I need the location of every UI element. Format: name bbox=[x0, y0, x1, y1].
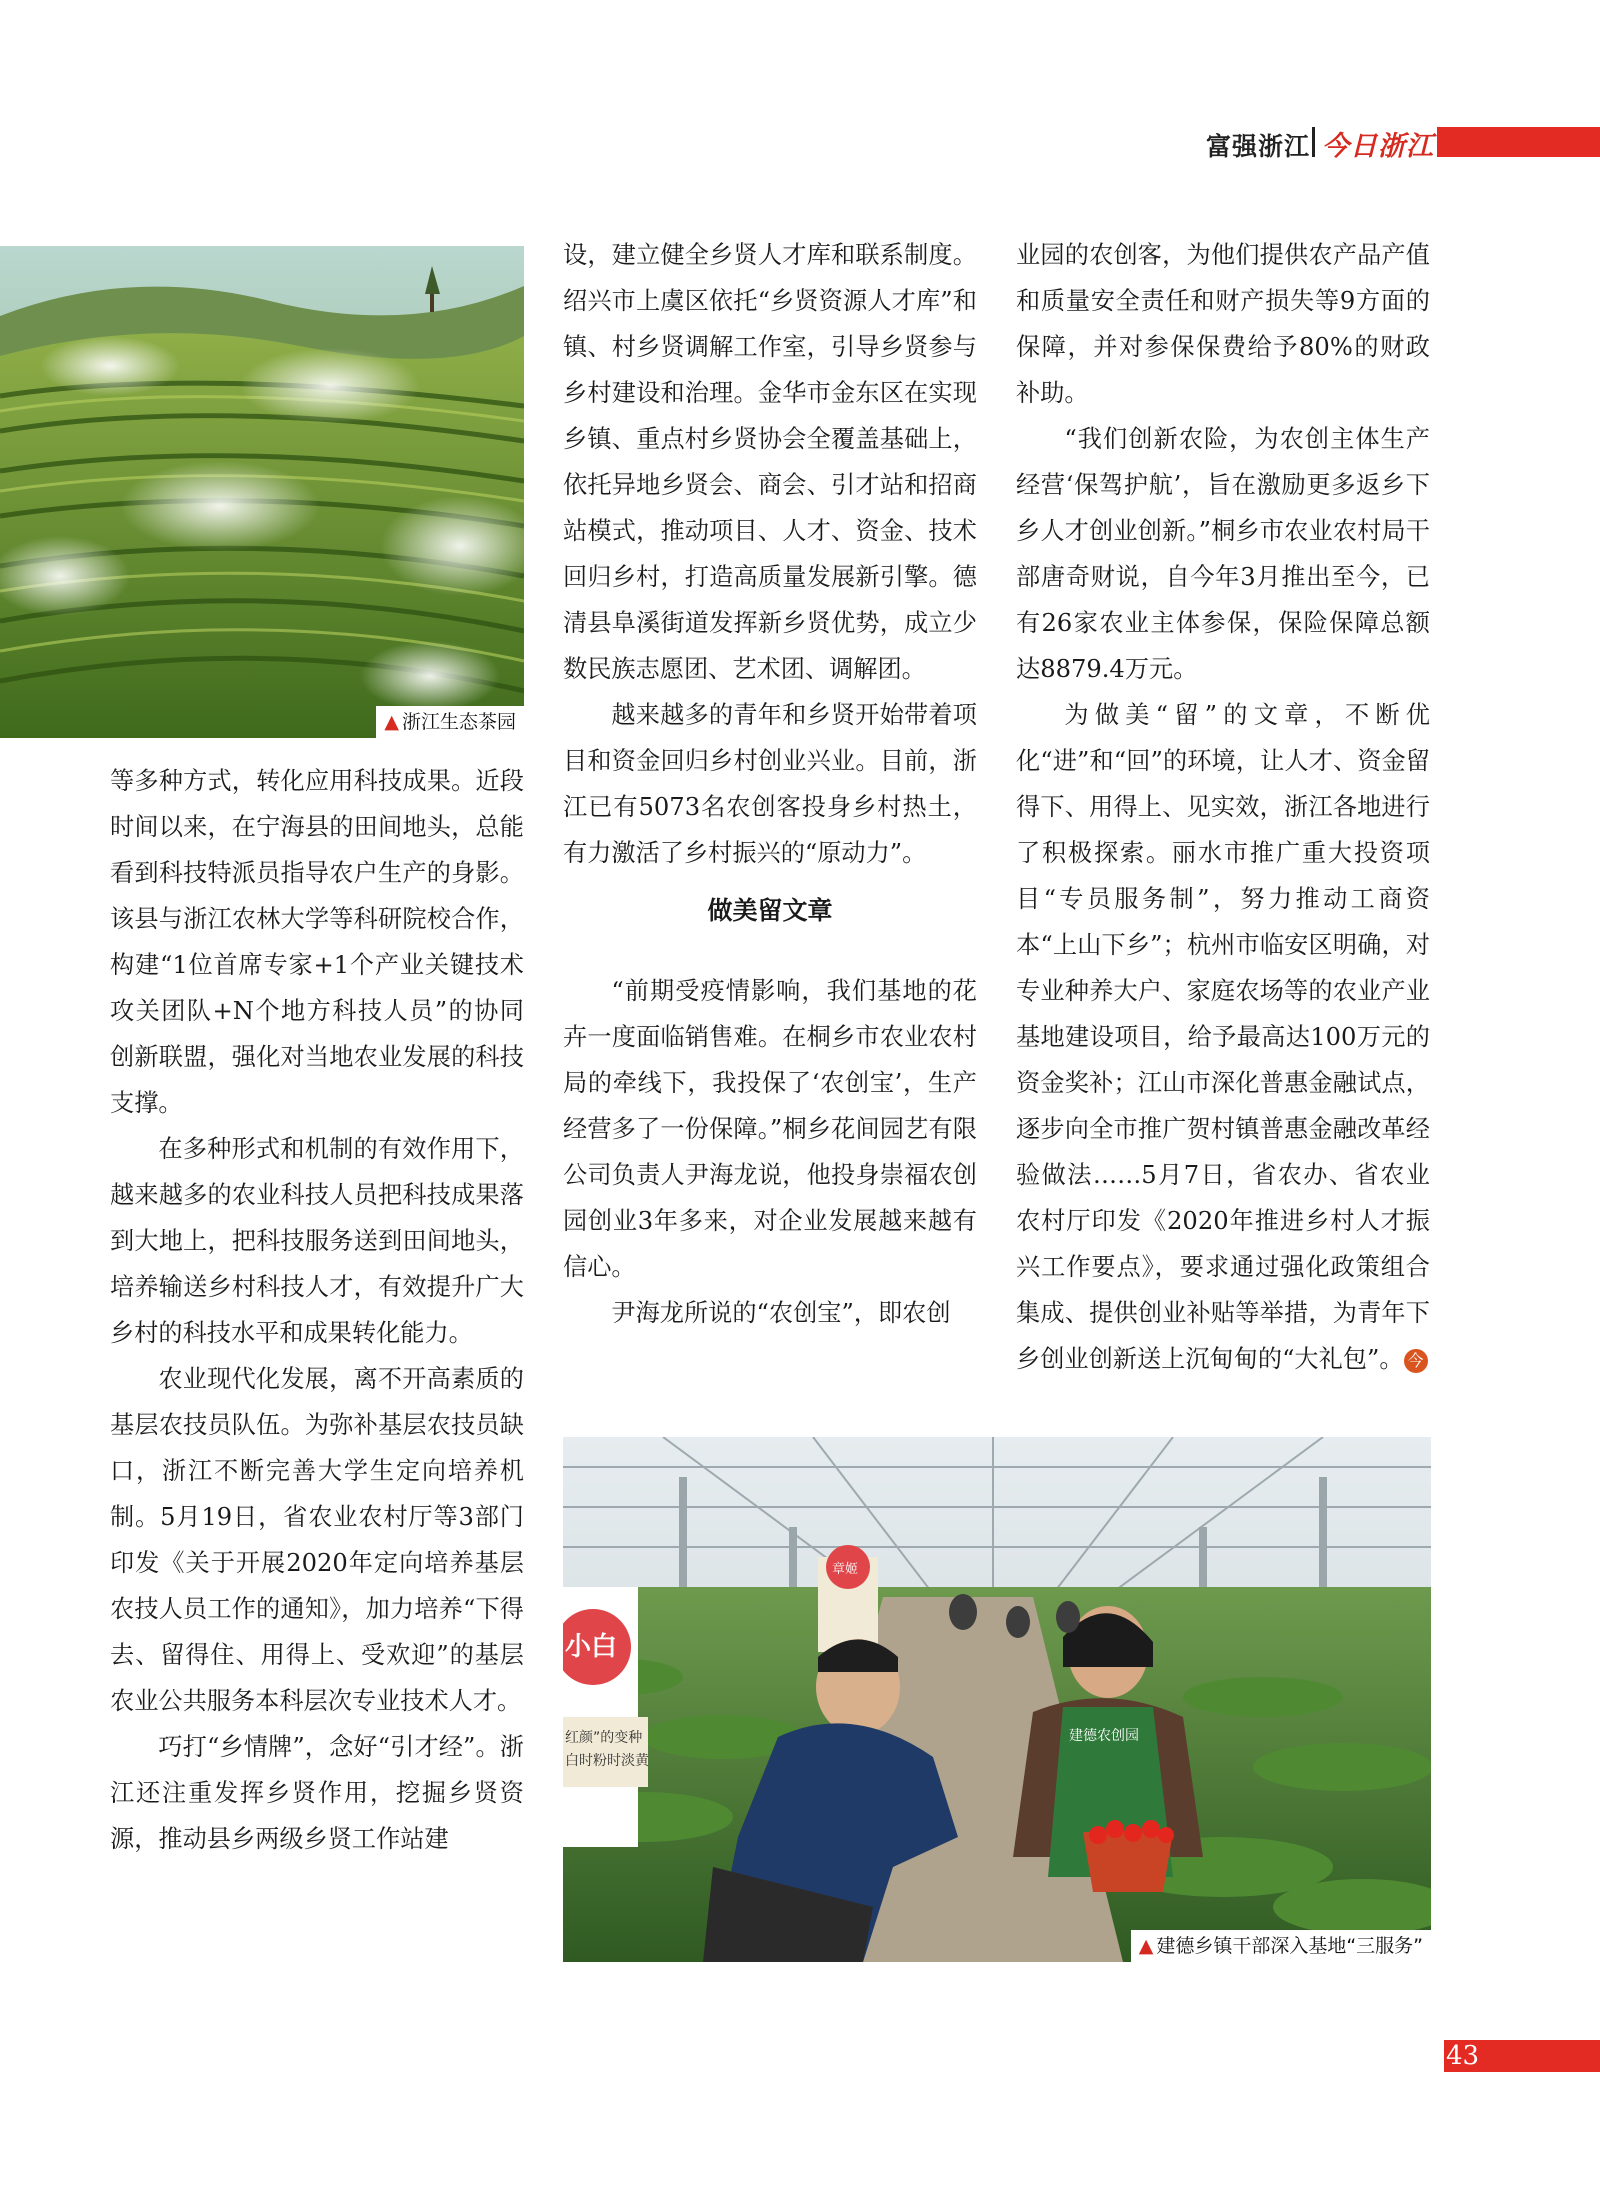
tea-garden-illustration bbox=[0, 246, 524, 738]
greenhouse-illustration bbox=[563, 1437, 1431, 1962]
tea-garden-caption: ▲ 浙江生态茶园 bbox=[376, 706, 524, 738]
column-2 bbox=[563, 232, 977, 1336]
col3-paragraph-3-text: 为做美“留”的文章，不断优化“进”和“回”的环境，让人才、资金留得下、用得上、见实效，浙江各地进行了积极探索。丽水市推广重大投资项目“专员服务制”，努力推动工商资本“上山下乡”；杭州市临安区明确，对专业种养大户、家庭农场等的农业产业基地建设项目，给予最高达100万元的资金奖补；江山市深化普惠金融试点，逐步向全市推广贺村镇普惠金融改革经验做法……5月7日，省农办、省农业农村厅印发《2020年推进乡村人才振兴工作要点》，要求通过强化政策组合集成、提供创业补贴等举措，为青年下乡创业创新送上沉甸甸的“大礼包”。 bbox=[1016, 701, 1430, 1373]
strawberry-basket bbox=[1083, 1820, 1174, 1892]
farm-small-sign-text: 章姬 bbox=[832, 1562, 859, 1577]
greenhouse-photo bbox=[563, 1437, 1431, 1962]
col2-paragraph-4: 尹海龙所说的“农创宝”，即农创 bbox=[611, 1299, 951, 1327]
section-title: 富强浙江 bbox=[1206, 132, 1311, 161]
column-3 bbox=[1016, 232, 1430, 1382]
col1-paragraph-1: 等多种方式，转化应用科技成果。近段时间以来，在宁海县的田间地头，总能看到科技特派员指导农户生产的身影。该县与浙江农林大学等科研院校合作，构建“1位首席专家+1个产业关键技术攻关团队+N个地方科技人员”的协同创新联盟，强化对当地农业发展的科技支撑。 bbox=[110, 767, 524, 1117]
col1-paragraph-2: 在多种形式和机制的有效作用下，越来越多的农业科技人员把科技成果落到大地上，把科技服务送到田间地头，培养输送乡村科技人才，有效提升广大乡村的科技水平和成果转化能力。 bbox=[110, 1135, 524, 1347]
tea-garden-photo bbox=[0, 246, 524, 738]
farm-sign-text: 小白 bbox=[565, 1632, 618, 1662]
farm-board-line-2: 白时粉时淡黄 bbox=[565, 1753, 649, 1769]
col2-paragraph-1: 设，建立健全乡贤人才库和联系制度。绍兴市上虞区依托“乡贤资源人才库”和镇、村乡贤调解工作室，引导乡贤参与乡村建设和治理。金华市金东区在实现乡镇、重点村乡贤协会全覆盖基础上，依托异地乡贤会、商会、引才站和招商站模式，推动项目、人才、资金、技术回归乡村，打造高质量发展新引擎。德清县阜溪街道发挥新乡贤优势，成立少数民族志愿团、艺术团、调解团。 bbox=[563, 241, 977, 683]
greenhouse-caption: ▲ 建德乡镇干部深入基地“三服务” bbox=[1131, 1930, 1431, 1962]
magazine-logo: 今日浙江 bbox=[1322, 131, 1434, 162]
col2-paragraph-3: “前期受疫情影响，我们基地的花卉一度面临销售难。在桐乡市农业农村局的牵线下，我投保了‘农创宝’，生产经营多了一份保障。”桐乡花间园艺有限公司负责人尹海龙说，他投身崇福农创园创业3年多来，对企业发展越来越有信心。 bbox=[563, 977, 977, 1281]
tea-caption-text: 浙江生态茶园 bbox=[401, 711, 516, 733]
farm-board-line-1: 红颜”的变种 bbox=[565, 1730, 643, 1746]
farm-apron-text: 建德农创园 bbox=[1069, 1728, 1139, 1744]
col2-paragraph-2: 越来越多的青年和乡贤开始带着项目和资金回归乡村创业兴业。目前，浙江已有5073名农创客投身乡村热土，有力激活了乡村振兴的“原动力”。 bbox=[563, 701, 977, 867]
col3-paragraph-3 bbox=[1016, 692, 1430, 1382]
col1-paragraph-3: 农业现代化发展，离不开高素质的基层农技员队伍。为弥补基层农技员缺口，浙江不断完善大学生定向培养机制。5月19日，省农业农村厅等3部门印发《关于开展2020年定向培养基层农技人员工作的通知》，加力培养“下得去、留得住、用得上、受欢迎”的基层农业公共服务本科层次专业技术人才。 bbox=[110, 1365, 524, 1715]
article-end-icon: 今 bbox=[1404, 1349, 1428, 1373]
col3-paragraph-2: “我们创新农险，为农创主体生产经营‘保驾护航’，旨在激励更多返乡下乡人才创业创新。”桐乡市农业农村局干部唐奇财说，自今年3月推出至今，已有26家农业主体参保，保险保障总额达8879.4万元。 bbox=[1016, 425, 1430, 683]
page-number: 43 bbox=[1446, 2041, 1480, 2071]
header-divider bbox=[1312, 127, 1315, 157]
column-1 bbox=[110, 758, 524, 1862]
col1-paragraph-4: 巧打“乡情牌”，念好“引才经”。浙江还注重发挥乡贤作用，挖掘乡贤资源，推动县乡两级乡贤工作站建 bbox=[110, 1733, 524, 1853]
header-accent-bar bbox=[1437, 127, 1600, 157]
col3-paragraph-1: 业园的农创客，为他们提供农产品产值和质量安全责任和财产损失等9方面的保障，并对参保保费给予80%的财政补助。 bbox=[1016, 241, 1430, 407]
subheading: 做美留文章 bbox=[707, 896, 833, 925]
farm-caption-text: 建德乡镇干部深入基地“三服务” bbox=[1156, 1935, 1423, 1957]
